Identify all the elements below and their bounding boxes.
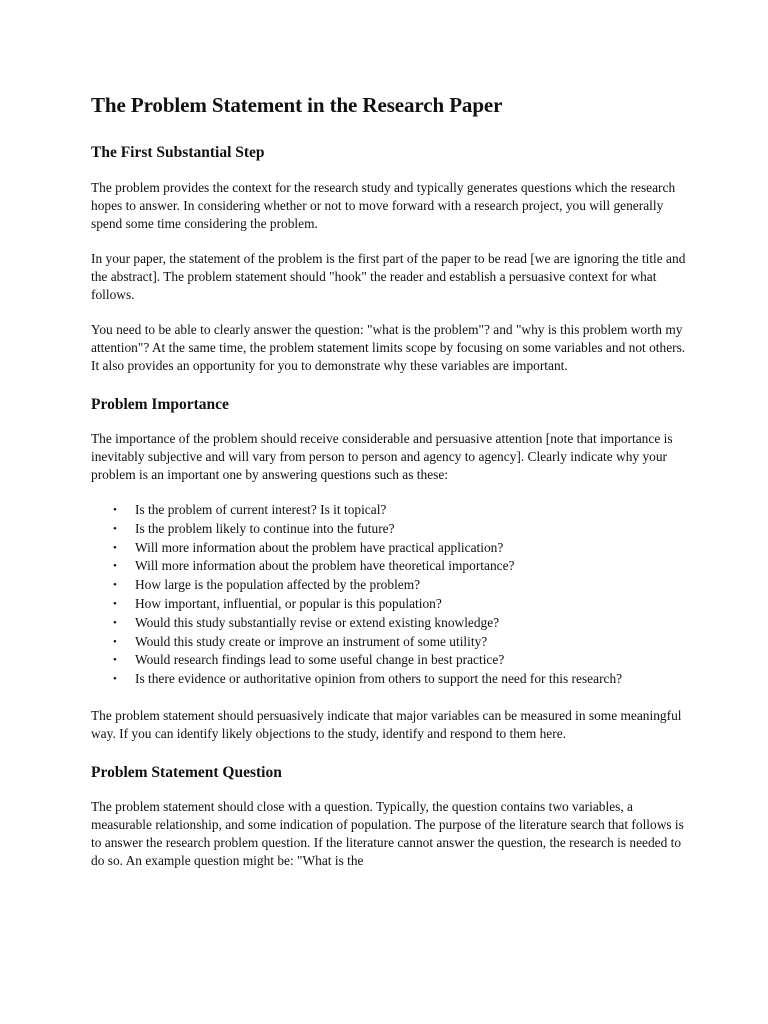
list-item — [91, 557, 655, 576]
list-item-text: Is there evidence or authoritative opinion from others to support the need for this research? — [135, 671, 623, 687]
bullet-icon: • — [113, 616, 117, 629]
paragraph: In your paper, the statement of the problem is the first part of the paper to be read [we are ignoring the title and the abstract]. The problem statement should "hook" the reader and establish a persuasive context for what follows. — [91, 250, 686, 302]
list-item-text: Is the problem of current interest? Is it topical? — [135, 502, 387, 517]
list-item-text: Would this study substantially revise or extend existing knowledge? — [135, 614, 500, 630]
paragraph: The problem provides the context for the research study and typically generates questions which the research hopes to answer. In considering whether or not to move forward with a research project, you will generally spend some time considering the problem. — [91, 179, 676, 231]
list-item — [91, 539, 655, 558]
paragraph: The importance of the problem should receive considerable and persuasive attention [note that importance is inevitably subjective and will vary from person to person and agency to agency]. Clearly indicate why your problem is an important one by answering questions such as these: — [91, 431, 673, 482]
list-item — [91, 595, 655, 614]
bullet-icon: • — [113, 673, 117, 686]
section-heading-importance: Problem Importance — [91, 395, 229, 413]
paragraph: You need to be able to clearly answer the question: "what is the problem"? and "why is this problem worth my attention"? At the same time, the problem statement limits scope by focusing on some variables and not others. It also provides an opportunity for you to demonstrate why these variables are important. — [91, 321, 686, 373]
paragraph: The problem statement should persuasively indicate that major variables can be measured in some meaningful way. If you can identify likely objections to the study, identify and respond to them here. — [91, 707, 682, 741]
document-page — [91, 92, 691, 887]
list-item-text: Is the problem likely to continue into the future? — [135, 520, 395, 536]
list-item — [91, 651, 655, 670]
bullet-icon: • — [113, 579, 117, 592]
list-item — [91, 633, 655, 652]
paragraph: The problem statement should close with a question. Typically, the question contains two variables, a measurable relationship, and some indication of population. The purpose of the literature search that follows is to answer the research problem question. If the literature cannot answer the question, the research is needed to do so. An example question might be: "What is the — [91, 799, 684, 869]
bullet-icon: • — [113, 560, 117, 573]
bullet-icon: • — [113, 597, 117, 610]
bullet-icon: • — [113, 654, 117, 667]
bullet-icon: • — [113, 541, 117, 554]
list-item-text: Will more information about the problem have theoretical importance? — [135, 558, 515, 574]
list-item-text: How important, influential, or popular is this population? — [135, 595, 442, 611]
section-heading-question: Problem Statement Question — [91, 763, 282, 781]
list-item — [91, 520, 655, 539]
list-item — [91, 670, 655, 689]
document-title: The Problem Statement in the Research Paper — [91, 93, 503, 117]
list-item-text: Would this study create or improve an instrument of some utility? — [135, 633, 488, 649]
bullet-icon: • — [113, 635, 117, 648]
importance-question-list — [91, 501, 691, 689]
list-item — [91, 614, 655, 633]
bullet-icon: • — [113, 504, 117, 516]
list-item-text: Will more information about the problem have practical application? — [135, 539, 504, 555]
list-item-text: Would research findings lead to some useful change in best practice? — [135, 652, 505, 668]
section-heading-first-step: The First Substantial Step — [91, 144, 265, 162]
list-item — [91, 576, 655, 595]
list-item — [91, 501, 655, 520]
list-item-text: How large is the population affected by the problem? — [135, 577, 421, 593]
bullet-icon: • — [113, 522, 117, 535]
